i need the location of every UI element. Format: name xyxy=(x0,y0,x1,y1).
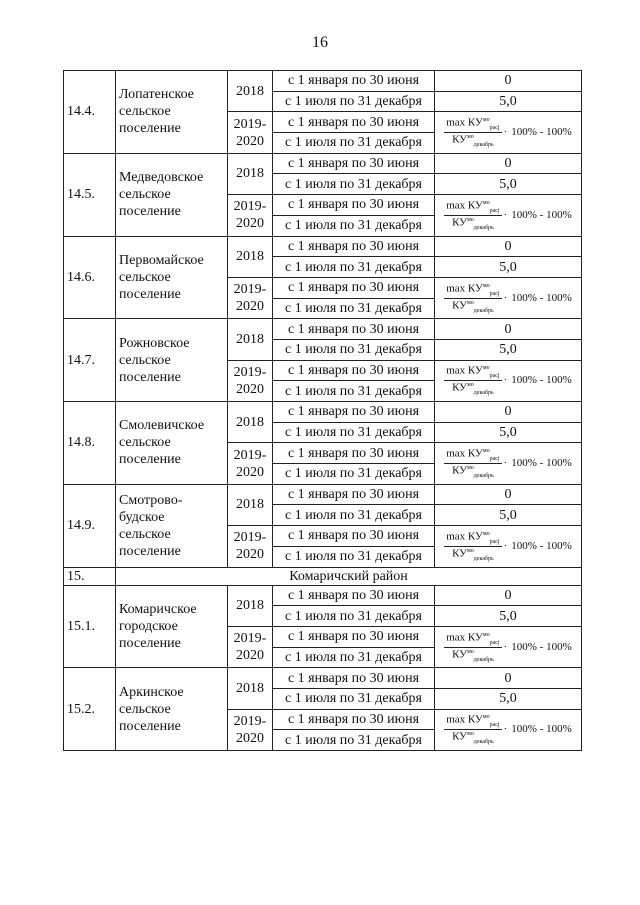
formula-tail: 100% - 100% xyxy=(511,126,572,139)
formula-numerator-text: max КУ xyxy=(446,530,483,543)
formula-numerator xyxy=(444,117,501,133)
formula-numerator xyxy=(444,714,501,730)
table-row xyxy=(64,484,582,505)
formula xyxy=(438,365,578,396)
year-cell: 2018 xyxy=(228,585,273,626)
value-formula-cell xyxy=(435,443,582,484)
period-cell: с 1 июля по 31 декабря xyxy=(273,464,435,485)
year-cell: 2019- 2020 xyxy=(228,360,273,401)
value-formula-cell xyxy=(435,526,582,567)
period-cell: с 1 июля по 31 декабря xyxy=(273,422,435,443)
period-cell: с 1 января по 30 июня xyxy=(273,195,435,216)
period-cell: с 1 июля по 31 декабря xyxy=(273,91,435,112)
period-cell: с 1 января по 30 июня xyxy=(273,526,435,547)
formula-numerator-sub: pacj xyxy=(489,639,500,646)
formula xyxy=(438,117,578,148)
row-number: 14.7. xyxy=(64,319,116,402)
value-formula-cell xyxy=(435,626,582,667)
formula-denominator-text: КУ xyxy=(452,730,467,743)
value-cell: 5,0 xyxy=(435,505,582,526)
value-cell: 0 xyxy=(435,71,582,92)
tariff-table xyxy=(63,70,582,751)
formula-numerator-text: max КУ xyxy=(446,282,483,295)
period-cell: с 1 июля по 31 декабря xyxy=(273,688,435,709)
formula-numerator xyxy=(444,365,501,381)
formula-denominator xyxy=(450,648,496,663)
formula-denominator-sup: мо xyxy=(466,731,474,738)
period-cell: с 1 января по 30 июня xyxy=(273,585,435,606)
value-cell: 0 xyxy=(435,153,582,174)
formula-denominator-text: КУ xyxy=(452,133,467,146)
formula-multiply: · xyxy=(503,640,508,653)
formula-tail: 100% - 100% xyxy=(511,291,572,304)
value-formula-cell xyxy=(435,195,582,236)
settlement-name: Комаричское городское поселение xyxy=(116,585,228,668)
period-cell: с 1 января по 30 июня xyxy=(273,402,435,423)
formula-fraction xyxy=(444,200,501,231)
formula-denominator xyxy=(450,381,496,396)
settlement-name: Лопатенское сельское поселение xyxy=(116,71,228,154)
formula-denominator-sub: декабрь xyxy=(473,224,494,231)
value-cell: 5,0 xyxy=(435,606,582,627)
formula-denominator-sup: мо xyxy=(466,382,474,389)
period-cell: с 1 июля по 31 декабря xyxy=(273,298,435,319)
year-cell: 2019- 2020 xyxy=(228,112,273,153)
year-cell: 2019- 2020 xyxy=(228,443,273,484)
value-cell: 0 xyxy=(435,585,582,606)
formula xyxy=(438,283,578,314)
formula-fraction xyxy=(444,531,501,562)
value-cell: 5,0 xyxy=(435,174,582,195)
row-number: 15.1. xyxy=(64,585,116,668)
formula-fraction xyxy=(444,448,501,479)
period-cell: с 1 января по 30 июня xyxy=(273,668,435,689)
formula-numerator xyxy=(444,448,501,464)
formula-fraction xyxy=(444,365,501,396)
formula-denominator xyxy=(450,547,496,562)
value-cell: 5,0 xyxy=(435,422,582,443)
table-row xyxy=(64,153,582,174)
formula xyxy=(438,531,578,562)
formula-numerator-text: max КУ xyxy=(446,631,483,644)
period-cell: с 1 июля по 31 декабря xyxy=(273,730,435,751)
formula-fraction xyxy=(444,283,501,314)
formula-tail: 100% - 100% xyxy=(511,723,572,736)
year-cell: 2019- 2020 xyxy=(228,195,273,236)
value-cell: 5,0 xyxy=(435,91,582,112)
year-cell: 2018 xyxy=(228,668,273,709)
formula-numerator-sup: мо xyxy=(482,448,490,455)
formula-denominator-sub: декабрь xyxy=(473,739,494,746)
formula-numerator-sup: мо xyxy=(482,530,490,537)
formula-multiply: · xyxy=(503,457,508,470)
formula-numerator-text: max КУ xyxy=(446,447,483,460)
formula-denominator-sub: декабрь xyxy=(473,307,494,314)
formula-multiply: · xyxy=(503,539,508,552)
settlement-name: Смолевичское сельское поселение xyxy=(116,402,228,485)
formula-numerator xyxy=(444,531,501,547)
formula-denominator xyxy=(450,299,496,314)
settlement-name: Аркинское сельское поселение xyxy=(116,668,228,751)
formula-numerator-text: max КУ xyxy=(446,365,483,378)
formula-numerator-sub: pacj xyxy=(489,125,500,132)
formula-numerator-sub: pacj xyxy=(489,290,500,297)
table-row xyxy=(64,402,582,423)
period-cell: с 1 января по 30 июня xyxy=(273,709,435,730)
period-cell: с 1 июля по 31 декабря xyxy=(273,381,435,402)
formula-denominator-sup: мо xyxy=(466,547,474,554)
period-cell: с 1 января по 30 июня xyxy=(273,484,435,505)
formula-numerator xyxy=(444,200,501,216)
period-cell: с 1 января по 30 июня xyxy=(273,319,435,340)
formula-multiply: · xyxy=(503,208,508,221)
formula-multiply: · xyxy=(503,126,508,139)
year-cell: 2019- 2020 xyxy=(228,526,273,567)
formula-denominator-text: КУ xyxy=(452,648,467,661)
period-cell: с 1 января по 30 июня xyxy=(273,153,435,174)
formula-denominator-sub: декабрь xyxy=(473,390,494,397)
period-cell: с 1 января по 30 июня xyxy=(273,443,435,464)
table-row xyxy=(64,71,582,92)
formula-denominator-text: КУ xyxy=(452,464,467,477)
formula-numerator-sub: pacj xyxy=(489,373,500,380)
page-number: 16 xyxy=(312,34,328,51)
formula-fraction xyxy=(444,714,501,745)
formula-numerator-sub: pacj xyxy=(489,538,500,545)
row-number: 14.4. xyxy=(64,71,116,154)
value-cell: 0 xyxy=(435,402,582,423)
formula-denominator-text: КУ xyxy=(452,216,467,229)
year-cell: 2019- 2020 xyxy=(228,626,273,667)
period-cell: с 1 июля по 31 декабря xyxy=(273,339,435,360)
year-cell: 2018 xyxy=(228,319,273,360)
value-formula-cell xyxy=(435,709,582,750)
period-cell: с 1 января по 30 июня xyxy=(273,360,435,381)
settlement-name: Первомайское сельское поселение xyxy=(116,236,228,319)
period-cell: с 1 июля по 31 декабря xyxy=(273,546,435,567)
formula-tail: 100% - 100% xyxy=(511,374,572,387)
value-cell: 0 xyxy=(435,319,582,340)
formula-denominator xyxy=(450,464,496,479)
period-cell: с 1 июля по 31 декабря xyxy=(273,647,435,668)
table-row xyxy=(64,319,582,340)
formula-numerator xyxy=(444,632,501,648)
value-formula-cell xyxy=(435,112,582,153)
formula-denominator-sup: мо xyxy=(466,299,474,306)
formula-denominator-sup: мо xyxy=(466,648,474,655)
formula-numerator-sup: мо xyxy=(482,714,490,721)
formula xyxy=(438,448,578,479)
district-name: Комаричский район xyxy=(116,567,582,585)
formula-numerator-text: max КУ xyxy=(446,714,483,727)
period-cell: с 1 июля по 31 декабря xyxy=(273,174,435,195)
formula-numerator-sub: pacj xyxy=(489,722,500,729)
value-cell: 0 xyxy=(435,668,582,689)
formula-denominator xyxy=(450,133,496,148)
formula-numerator-sup: мо xyxy=(482,631,490,638)
formula-tail: 100% - 100% xyxy=(511,640,572,653)
formula-tail: 100% - 100% xyxy=(511,539,572,552)
year-cell: 2018 xyxy=(228,236,273,277)
formula-denominator-text: КУ xyxy=(452,547,467,560)
period-cell: с 1 июля по 31 декабря xyxy=(273,606,435,627)
formula-denominator xyxy=(450,216,496,231)
formula-multiply: · xyxy=(503,723,508,736)
row-number: 15.2. xyxy=(64,668,116,751)
formula-multiply: · xyxy=(503,291,508,304)
formula-numerator xyxy=(444,283,501,299)
year-cell: 2019- 2020 xyxy=(228,709,273,750)
row-number: 15. xyxy=(64,567,116,585)
formula-numerator-sup: мо xyxy=(482,117,490,124)
formula-numerator-text: max КУ xyxy=(446,199,483,212)
settlement-name: Медведовское сельское поселение xyxy=(116,153,228,236)
formula-denominator-sub: декабрь xyxy=(473,555,494,562)
period-cell: с 1 января по 30 июня xyxy=(273,236,435,257)
year-cell: 2019- 2020 xyxy=(228,277,273,318)
table-row xyxy=(64,585,582,606)
formula-tail: 100% - 100% xyxy=(511,457,572,470)
formula-denominator xyxy=(450,730,496,745)
table-row xyxy=(64,668,582,689)
formula-numerator-text: max КУ xyxy=(446,116,483,129)
value-cell: 0 xyxy=(435,236,582,257)
period-cell: с 1 января по 30 июня xyxy=(273,71,435,92)
year-cell: 2018 xyxy=(228,71,273,112)
formula-numerator-sub: pacj xyxy=(489,207,500,214)
formula-denominator-sub: декабрь xyxy=(473,141,494,148)
settlement-name: Смотрово- будское сельское поселение xyxy=(116,484,228,567)
year-cell: 2018 xyxy=(228,402,273,443)
formula-fraction xyxy=(444,632,501,663)
formula-tail: 100% - 100% xyxy=(511,208,572,221)
year-cell: 2018 xyxy=(228,484,273,525)
row-number: 14.5. xyxy=(64,153,116,236)
period-cell: с 1 января по 30 июня xyxy=(273,626,435,647)
period-cell: с 1 января по 30 июня xyxy=(273,112,435,133)
formula-denominator-sub: декабрь xyxy=(473,656,494,663)
value-formula-cell xyxy=(435,277,582,318)
formula xyxy=(438,200,578,231)
formula-denominator-sub: декабрь xyxy=(473,472,494,479)
period-cell: с 1 июля по 31 декабря xyxy=(273,133,435,154)
table-row xyxy=(64,236,582,257)
row-number: 14.9. xyxy=(64,484,116,567)
formula-denominator-text: КУ xyxy=(452,299,467,312)
formula-fraction xyxy=(444,117,501,148)
formula-numerator-sub: pacj xyxy=(489,456,500,463)
row-number: 14.8. xyxy=(64,402,116,485)
formula-numerator-sup: мо xyxy=(482,199,490,206)
value-cell: 5,0 xyxy=(435,257,582,278)
formula-denominator-sup: мо xyxy=(466,465,474,472)
value-cell: 5,0 xyxy=(435,688,582,709)
value-cell: 0 xyxy=(435,484,582,505)
district-row xyxy=(64,567,582,585)
year-cell: 2018 xyxy=(228,153,273,194)
formula-denominator-text: КУ xyxy=(452,381,467,394)
period-cell: с 1 июля по 31 декабря xyxy=(273,257,435,278)
formula-numerator-sup: мо xyxy=(482,282,490,289)
period-cell: с 1 июля по 31 декабря xyxy=(273,505,435,526)
formula-multiply: · xyxy=(503,374,508,387)
formula xyxy=(438,714,578,745)
formula-numerator-sup: мо xyxy=(482,365,490,372)
settlement-name: Рожновское сельское поселение xyxy=(116,319,228,402)
period-cell: с 1 июля по 31 декабря xyxy=(273,215,435,236)
period-cell: с 1 января по 30 июня xyxy=(273,277,435,298)
value-cell: 5,0 xyxy=(435,339,582,360)
row-number: 14.6. xyxy=(64,236,116,319)
formula xyxy=(438,632,578,663)
formula-denominator-sup: мо xyxy=(466,134,474,141)
formula-denominator-sup: мо xyxy=(466,216,474,223)
value-formula-cell xyxy=(435,360,582,401)
